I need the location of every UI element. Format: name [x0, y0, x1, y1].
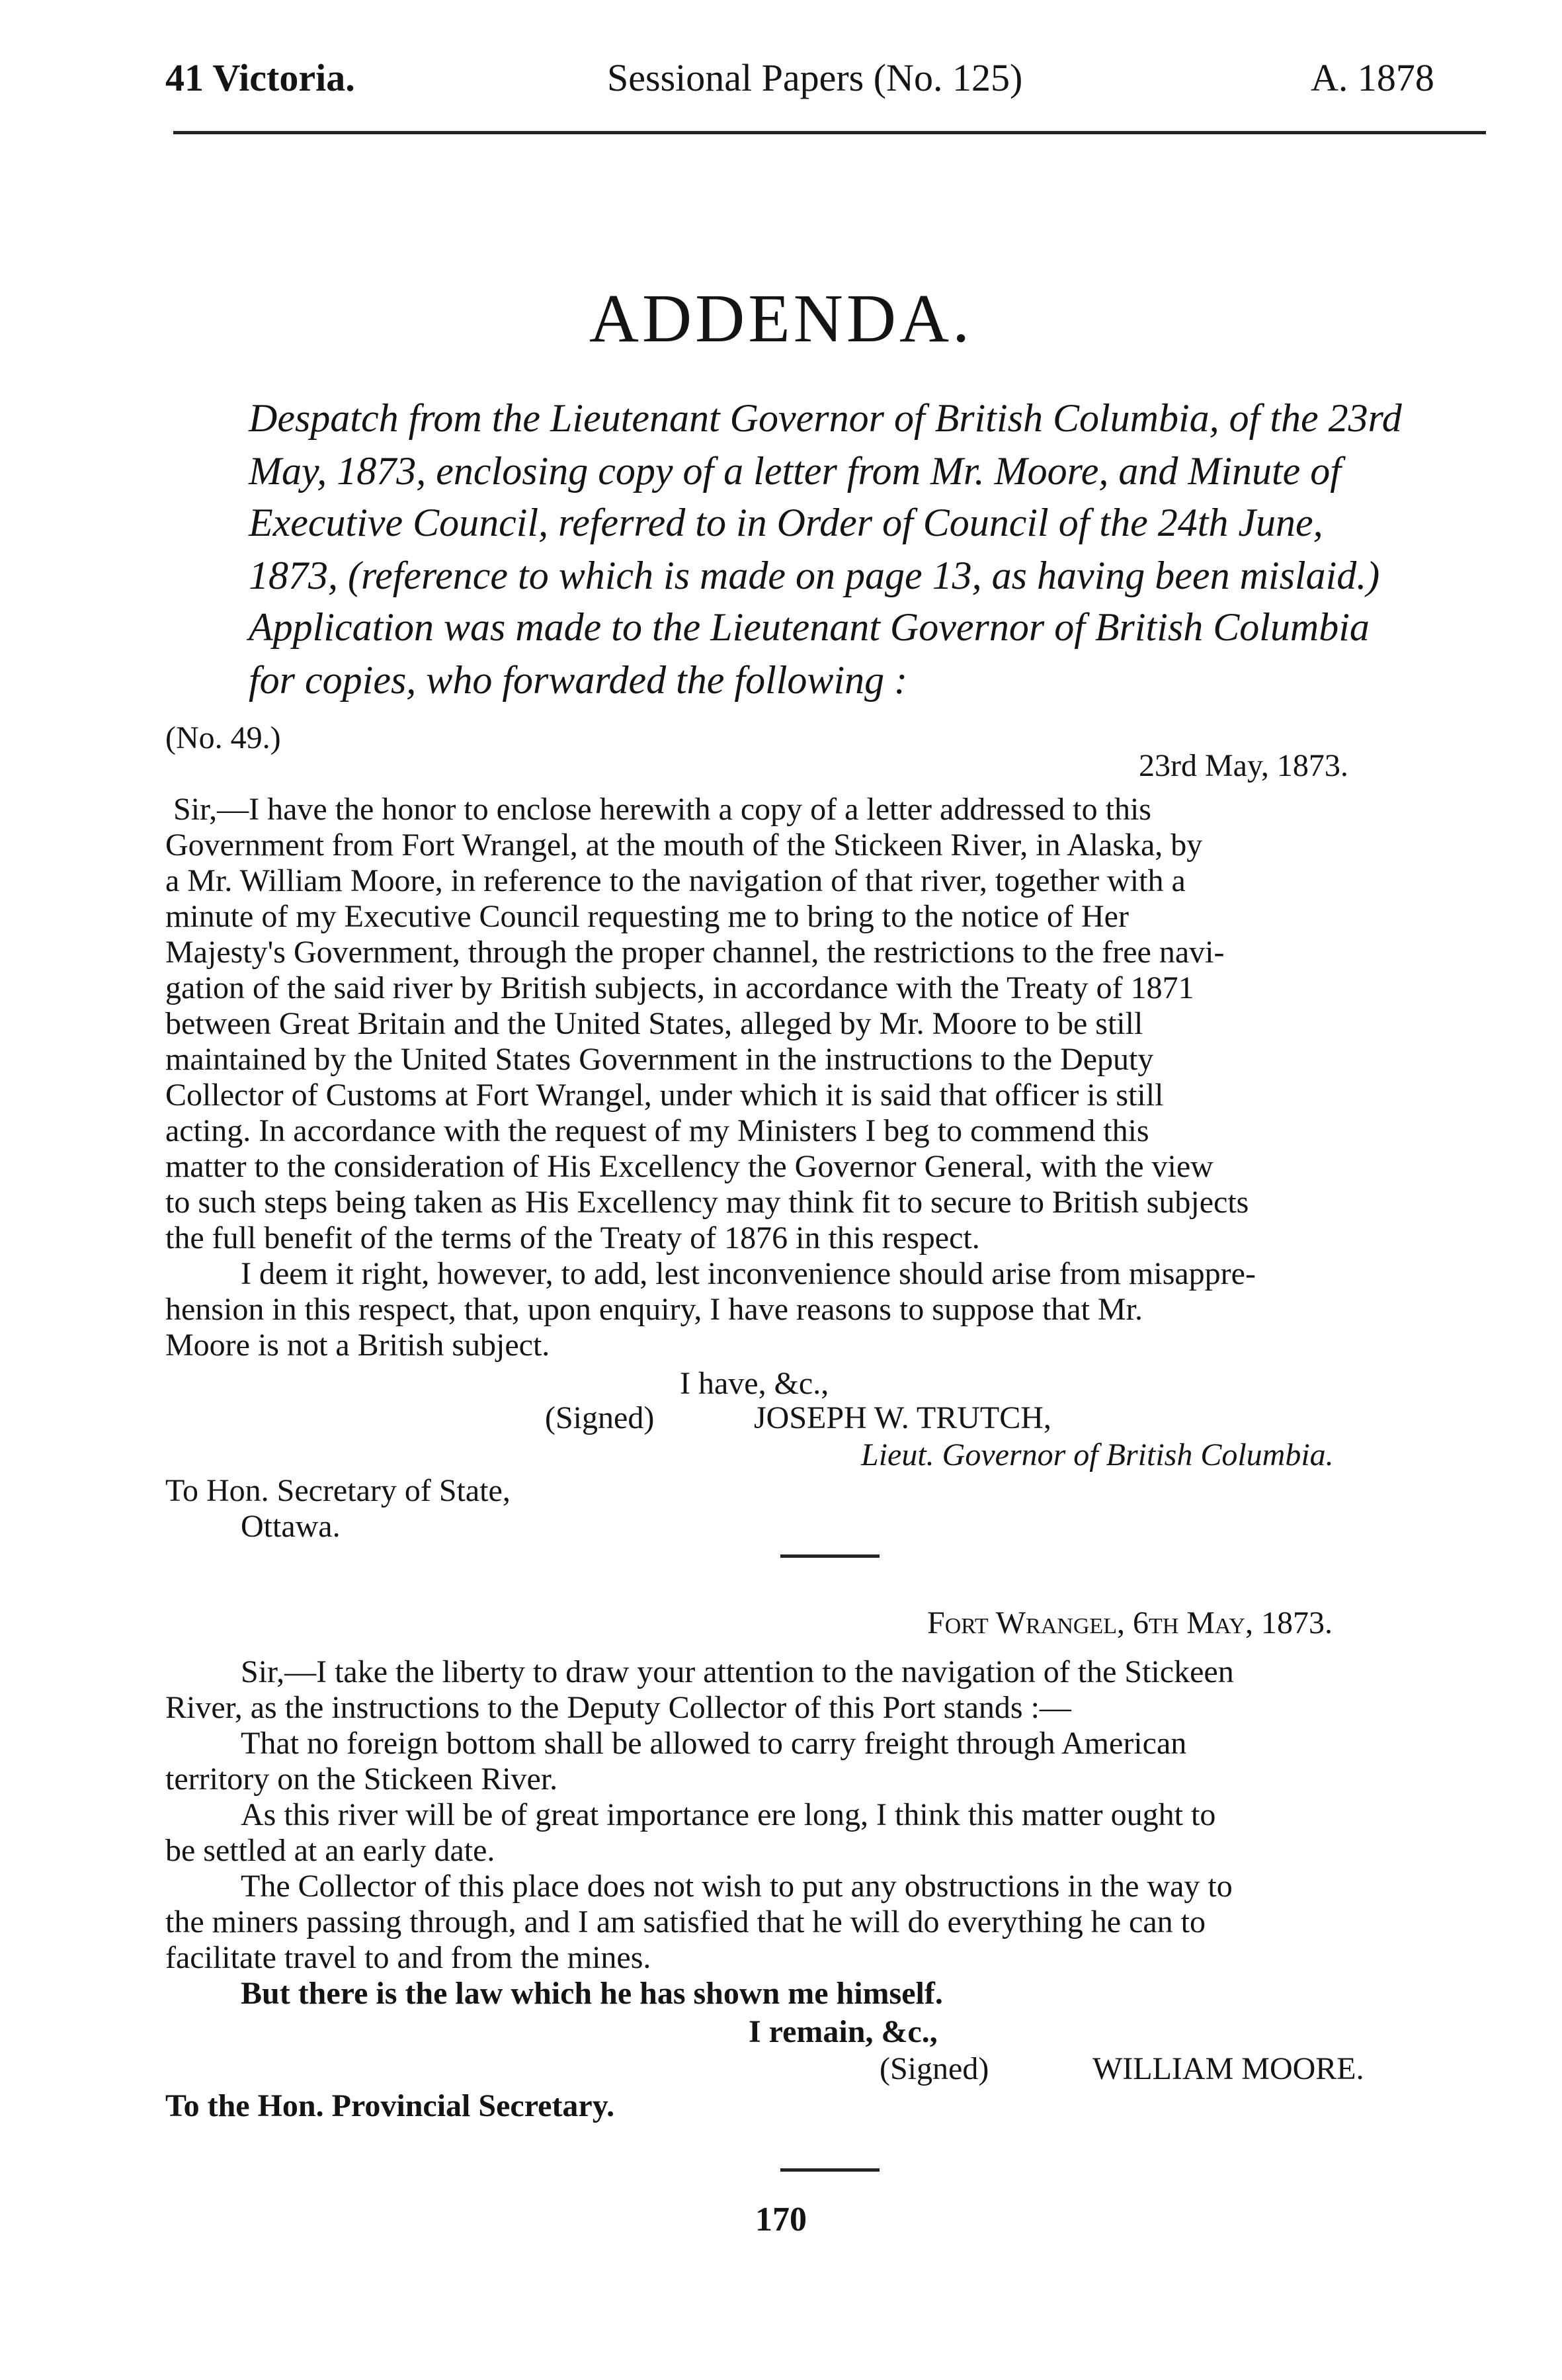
letter-line: But there is the law which he has shown me himself.: [241, 1976, 943, 2011]
despatch-closing: I have, &c.,: [680, 1366, 829, 1401]
despatch-signer: JOSEPH W. TRUTCH,: [754, 1400, 1051, 1435]
intro-line: for copies, who forwarded the following :: [249, 658, 908, 702]
despatch-line: gation of the said river by British subjects, in accordance with the Treaty of 1871: [165, 970, 1194, 1005]
despatch-line: Sir,—I have the honor to enclose herewith a copy of a letter addressed to this: [173, 792, 1151, 827]
letter-line: As this river will be of great importance ere long, I think this matter ought to: [241, 1797, 1216, 1832]
section-divider: [780, 1554, 880, 1558]
page-title: ADDENDA.: [589, 280, 973, 357]
despatch-addressee: Ottawa.: [241, 1509, 341, 1544]
despatch-line: to such steps being taken as His Excellency may think fit to secure to British subjects: [165, 1185, 1249, 1220]
letter-line: territory on the Stickeen River.: [165, 1762, 558, 1797]
letter-line: be settled at an early date.: [165, 1833, 495, 1868]
despatch-line: matter to the consideration of His Excellency the Governor General, with the view: [165, 1149, 1213, 1184]
letter-closing: I remain, &c.,: [749, 2014, 938, 2049]
letter-signed-label: (Signed): [880, 2051, 989, 2086]
letter-line: That no foreign bottom shall be allowed to carry freight through American: [241, 1726, 1187, 1761]
despatch-line: Government from Fort Wrangel, at the mouth of the Stickeen River, in Alaska, by: [165, 828, 1203, 863]
header-rule: [173, 131, 1486, 134]
letter-place-date: Fort Wrangel, 6th May, 1873.: [927, 1605, 1333, 1640]
despatch-line: between Great Britain and the United States, alleged by Mr. Moore to be still: [165, 1006, 1143, 1041]
letter-addressee: To the Hon. Provincial Secretary.: [165, 2088, 615, 2123]
despatch-line: Moore is not a British subject.: [165, 1328, 550, 1363]
header-series: Sessional Papers (No. 125): [607, 56, 1023, 99]
despatch-line: I deem it right, however, to add, lest inconvenience should arise from misappre-: [241, 1256, 1256, 1291]
despatch-line: a Mr. William Moore, in reference to the navigation of that river, together with a: [165, 863, 1186, 898]
intro-line: May, 1873, enclosing copy of a letter from Mr. Moore, and Minute of: [249, 449, 1341, 493]
page-number: 170: [755, 2201, 807, 2238]
header-volume: 41 Victoria.: [165, 56, 355, 99]
despatch-signer-title: Lieut. Governor of British Columbia.: [861, 1437, 1334, 1472]
letter-line: facilitate travel to and from the mines.: [165, 1940, 651, 1975]
letter-line: The Collector of this place does not wish to put any obstructions in the way to: [241, 1869, 1233, 1904]
despatch-date: 23rd May, 1873.: [1139, 748, 1348, 783]
header-year: A. 1878: [1311, 56, 1434, 99]
intro-line: Executive Council, referred to in Order of Council of the 24th June,: [249, 501, 1323, 544]
despatch-line: hension in this respect, that, upon enquiry, I have reasons to suppose that Mr.: [165, 1292, 1143, 1327]
despatch-line: Majesty's Government, through the proper channel, the restrictions to the free navi-: [165, 935, 1225, 970]
despatch-line: minute of my Executive Council requesting me to bring to the notice of Her: [165, 899, 1129, 934]
despatch-line: the full benefit of the terms of the Treaty of 1876 in this respect.: [165, 1220, 980, 1255]
intro-line: Despatch from the Lieutenant Governor of British Columbia, of the 23rd: [249, 396, 1402, 440]
despatch-line: Collector of Customs at Fort Wrangel, under which it is said that officer is still: [165, 1078, 1164, 1113]
letter-signer: WILLIAM MOORE.: [1092, 2051, 1364, 2086]
despatch-number: (No. 49.): [165, 720, 281, 755]
footer-divider: [780, 2168, 880, 2172]
despatch-signed-label: (Signed): [545, 1400, 655, 1435]
intro-line: Application was made to the Lieutenant Governor of British Columbia: [249, 605, 1370, 649]
despatch-line: maintained by the United States Government in the instructions to the Deputy: [165, 1042, 1154, 1077]
letter-line: the miners passing through, and I am satisfied that he will do everything he can to: [165, 1904, 1206, 1939]
intro-line: 1873, (reference to which is made on page 13, as having been mislaid.): [249, 554, 1380, 597]
letter-line: Sir,—I take the liberty to draw your attention to the navigation of the Stickeen: [241, 1654, 1234, 1689]
despatch-addressee: To Hon. Secretary of State,: [165, 1473, 511, 1508]
despatch-line: acting. In accordance with the request of my Ministers I beg to commend this: [165, 1113, 1149, 1148]
letter-line: River, as the instructions to the Deputy Collector of this Port stands :—: [165, 1690, 1071, 1725]
